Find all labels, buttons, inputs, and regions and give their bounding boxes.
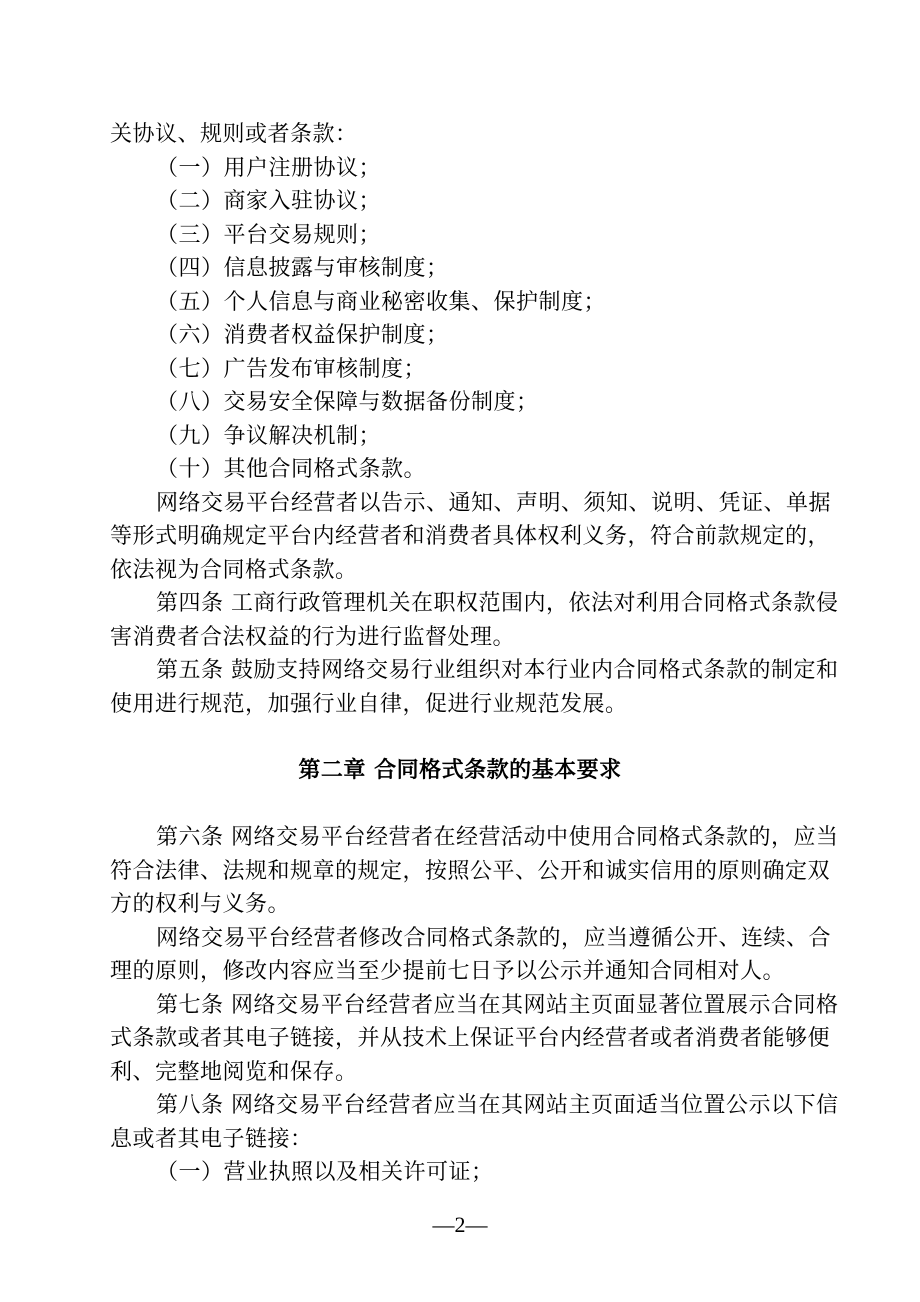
list-item: （二）商家入驻协议； — [156, 189, 382, 214]
list-item: （九）争议解决机制； — [156, 423, 382, 449]
paragraph-line: 网络交易平台经营者修改合同格式条款的，应当遵循公开、连续、合 — [156, 925, 832, 951]
list-item: （一）营业执照以及相关许可证； — [156, 1160, 494, 1185]
article-6-line: 第六条 网络交易平台经营者在经营活动中使用合同格式条款的，应当 — [156, 825, 839, 850]
list-item: （六）消费者权益保护制度； — [156, 323, 449, 348]
article-8-line: 息或者其电子链接： — [110, 1126, 313, 1152]
chapter-title: 第二章 合同格式条款的基本要求 — [298, 758, 622, 783]
article-7-line: 式条款或者其电子链接，并从技术上保证平台内经营者或者消费者能够便 — [110, 1026, 831, 1051]
paragraph-line: 关协议、规则或者条款： — [110, 122, 358, 147]
article-5-line: 第五条 鼓励支持网络交易行业组织对本行业内合同格式条款的制定和 — [156, 658, 839, 683]
spacer — [110, 788, 810, 821]
paragraph-line: 等形式明确规定平台内经营者和消费者具体权利义务，符合前款规定的， — [110, 524, 831, 549]
article-8-line: 第八条 网络交易平台经营者应当在其网站主页面适当位置公示以下信 — [156, 1093, 839, 1118]
paragraph-line: 网络交易平台经营者以告示、通知、声明、须知、说明、凭证、单据 — [156, 490, 832, 516]
article-4-line: 第四条 工商行政管理机关在职权范围内，依法对利用合同格式条款侵 — [156, 591, 839, 616]
page-number: —2— — [432, 1212, 488, 1237]
article-4-line: 害消费者合法权益的行为进行监督处理。 — [110, 624, 516, 650]
article-6-line: 符合法律、法规和规章的规定，按照公平、公开和诚实信用的原则确定双 — [110, 858, 831, 884]
list-item: （七）广告发布审核制度； — [156, 356, 427, 382]
article-5-line: 使用进行规范，加强行业自律，促进行业规范发展。 — [110, 691, 628, 717]
list-item: （一）用户注册协议； — [156, 155, 382, 181]
article-7-line: 第七条 网络交易平台经营者应当在其网站主页面显著位置展示合同格 — [156, 992, 839, 1018]
article-7-line: 利、完整地阅览和保存。 — [110, 1059, 358, 1085]
paragraph-line: 理的原则，修改内容应当至少提前七日予以公示并通知合同相对人。 — [110, 959, 786, 984]
article-6-line: 方的权利与义务。 — [110, 892, 291, 917]
list-item: （四）信息披露与审核制度； — [156, 256, 449, 281]
list-item: （十）其他合同格式条款。 — [156, 457, 427, 482]
list-item: （三）平台交易规则； — [156, 222, 382, 248]
document-body — [110, 118, 839, 1190]
list-item: （八）交易安全保障与数据备份制度； — [156, 390, 539, 415]
spacer — [110, 721, 810, 754]
paragraph-line: 依法视为合同格式条款。 — [110, 557, 358, 583]
list-item: （五）个人信息与商业秘密收集、保护制度； — [156, 289, 607, 315]
